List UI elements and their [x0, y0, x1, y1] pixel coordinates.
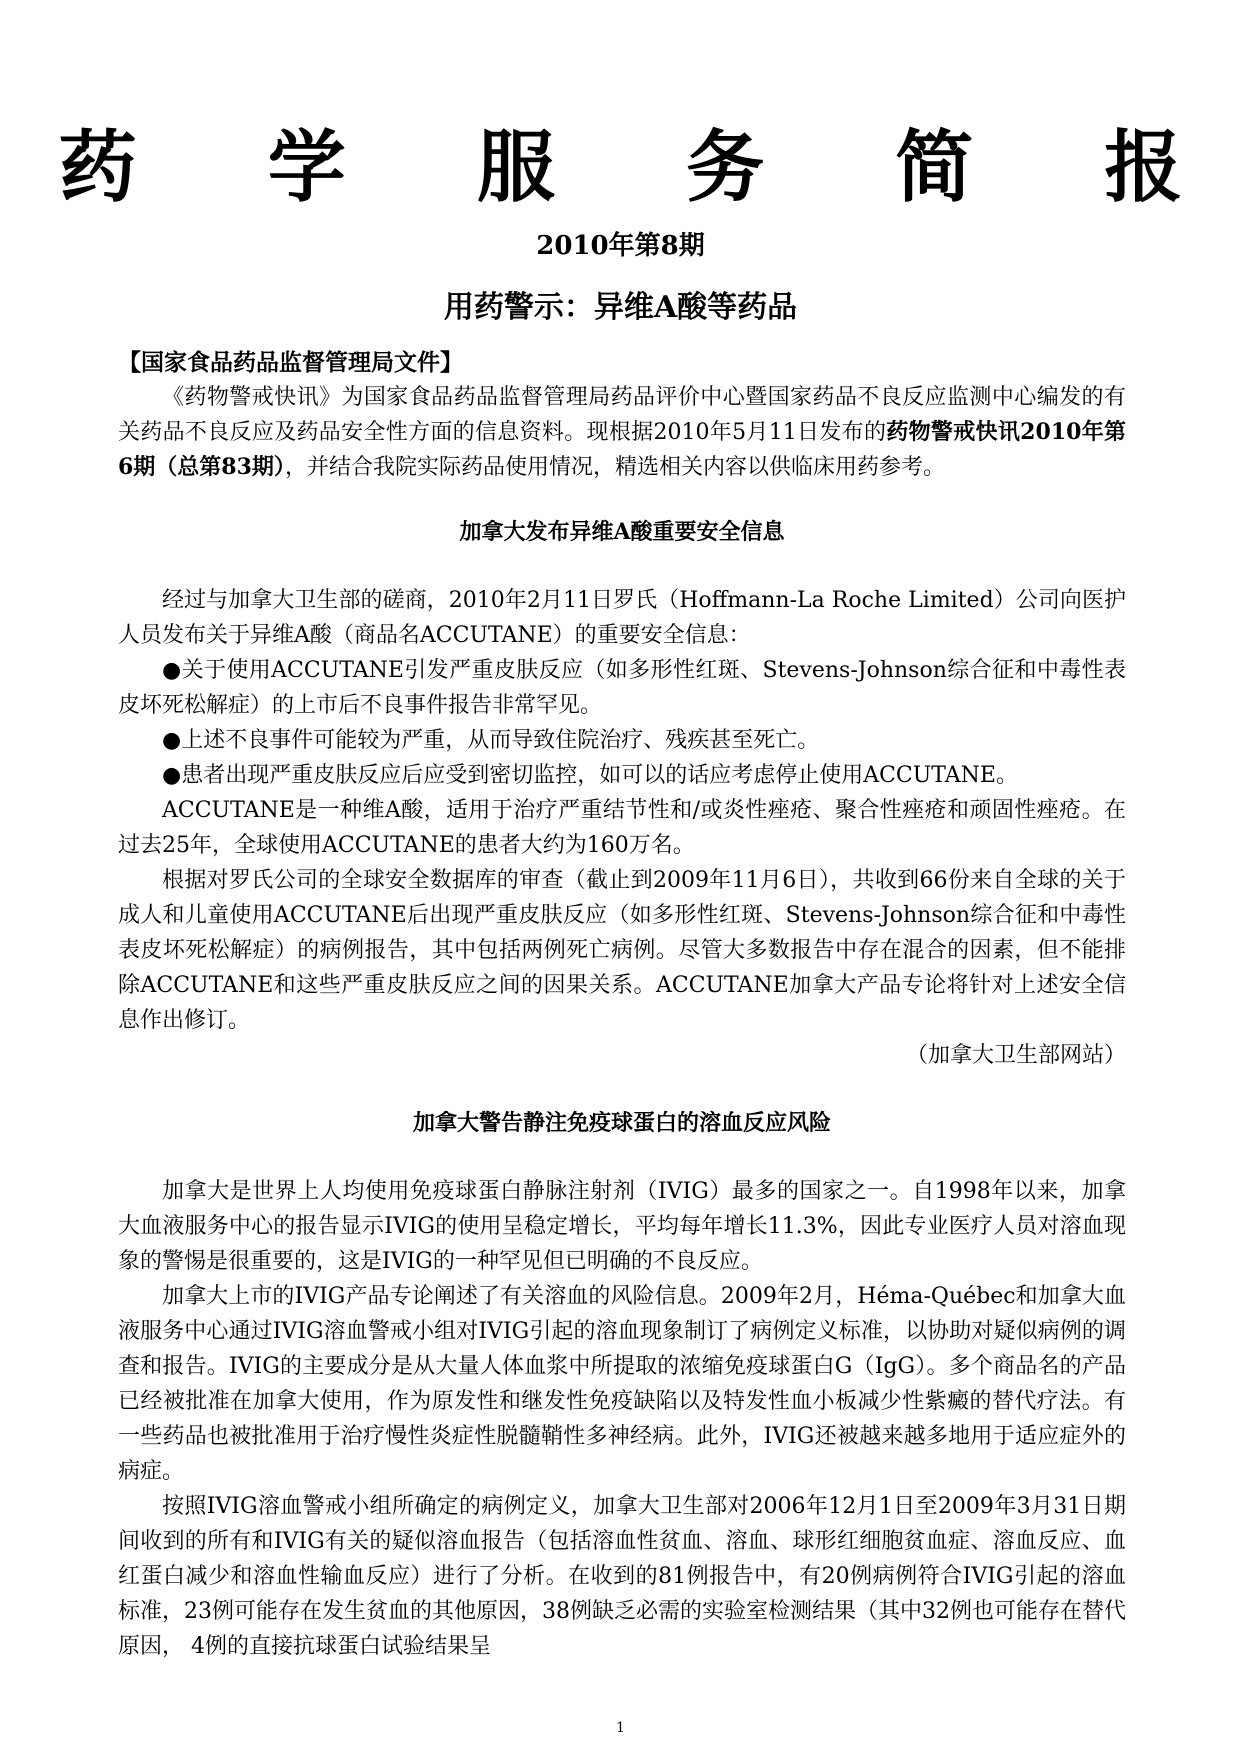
headline: 用药警示：异维A酸等药品	[443, 290, 798, 325]
section1-bullet: ●关于使用ACCUTANE引发严重皮肤反应（如多形性红斑、Stevens-Johnson综合征和中毒性表皮坏死松解症）的上市后不良事件报告非常罕见。	[118, 658, 1126, 718]
section2-title: 加拿大警告静注免疫球蛋白的溶血反应风险	[412, 1110, 831, 1136]
source-tag: 【国家食品药品监督管理局文件】	[118, 349, 463, 376]
section1-bullet: ●上述不良事件可能较为严重，从而导致住院治疗、残疾甚至死亡。	[162, 728, 820, 753]
intro-tail: ，并结合我院实际药品使用情况，精选相关内容以供临床用药参考。	[284, 455, 945, 480]
section1-title: 加拿大发布异维A酸重要安全信息	[459, 519, 785, 545]
section1-paragraph: 经过与加拿大卫生部的磋商，2010年2月11日罗氏（Hoffmann-La Roche Limited）公司向医护人员发布关于异维A酸（商品名ACCUTANE）的重要安全信息：	[118, 588, 1126, 648]
main-content	[118, 345, 1126, 1664]
issue-number: 2010年第8期	[536, 231, 705, 261]
section1-bullet: ●患者出现严重皮肤反应后应受到密切监控，如可以的话应考虑停止使用ACCUTANE。	[162, 763, 1018, 788]
section1-credit: （加拿大卫生部网站）	[905, 1043, 1126, 1068]
page-number: 1	[616, 1720, 625, 1736]
intro-text: 《药物警戒快讯》为国家食品药品监督管理局药品评价中心暨国家药品不良反应监测中心编发的有关药品不良反应及药品安全性方面的信息资料。现根据2010年5月11日发布的	[118, 385, 1126, 445]
section2-paragraph: 加拿大是世界上人均使用免疫球蛋白静脉注射剂（IVIG）最多的国家之一。自1998年以来，加拿大血液服务中心的报告显示IVIG的使用呈稳定增长，平均每年增长11.3%，因此专业医疗人员对溶血现象的警惕是很重要的，这是IVIG的一种罕见但已明确的不良反应。	[118, 1179, 1126, 1274]
section1-paragraph: ACCUTANE是一种维A酸，适用于治疗严重结节性和/或炎性痤疮、聚合性痤疮和顽固性痤疮。在过去25年，全球使用ACCUTANE的患者大约为160万名。	[118, 798, 1126, 858]
section2-paragraph: 加拿大上市的IVIG产品专论阐述了有关溶血的风险信息。2009年2月，Héma-Québec和加拿大血液服务中心通过IVIG溶血警戒小组对IVIG引起的溶血现象制订了病例定义标准，以协助对疑似病例的调查和报告。IVIG的主要成分是从大量人体血浆中所提取的浓缩免疫球蛋白G（IgG）。多个商品名的产品已经被批准在加拿大使用，作为原发性和继发性免疫缺陷以及特发性血小板减少性紫癜的替代疗法。有一些药品也被批准用于治疗慢性炎症性脱髓鞘性多神经病。此外，IVIG还被越来越多地用于适应症外的病症。	[118, 1284, 1126, 1484]
page-title: 药 学 服 务 简 报	[58, 122, 1235, 213]
section2-paragraph: 按照IVIG溶血警戒小组所确定的病例定义，加拿大卫生部对2006年12月1日至2009年3月31日期间收到的所有和IVIG有关的疑似溶血报告（包括溶血性贫血、溶血、球形红细胞贫血症、溶血反应、血红蛋白减少和溶血性输血反应）进行了分析。在收到的81例报告中，有20例病例符合IVIG引起的溶血标准，23例可能存在发生贫血的其他原因，38例缺乏必需的实验室检测结果（其中32例也可能存在替代原因， 4例的直接抗球蛋白试验结果呈	[118, 1494, 1126, 1659]
intro-paragraph	[118, 380, 1126, 485]
intro-bold-reference: 药物警戒快讯2010年第6期（总第83期）	[118, 419, 1127, 480]
section1-paragraph: 根据对罗氏公司的全球安全数据库的审查（截止到2009年11月6日），共收到66份来自全球的关于成人和儿童使用ACCUTANE后出现严重皮肤反应（如多形性红斑、Stevens-Johnson综合征和中毒性表皮坏死松解症）的病例报告，其中包括两例死亡病例。尽管大多数报告中存在混合的因素，但不能排除ACCUTANE和这些严重皮肤反应之间的因果关系。ACCUTANE加拿大产品专论将针对上述安全信息作出修订。	[118, 868, 1126, 1033]
